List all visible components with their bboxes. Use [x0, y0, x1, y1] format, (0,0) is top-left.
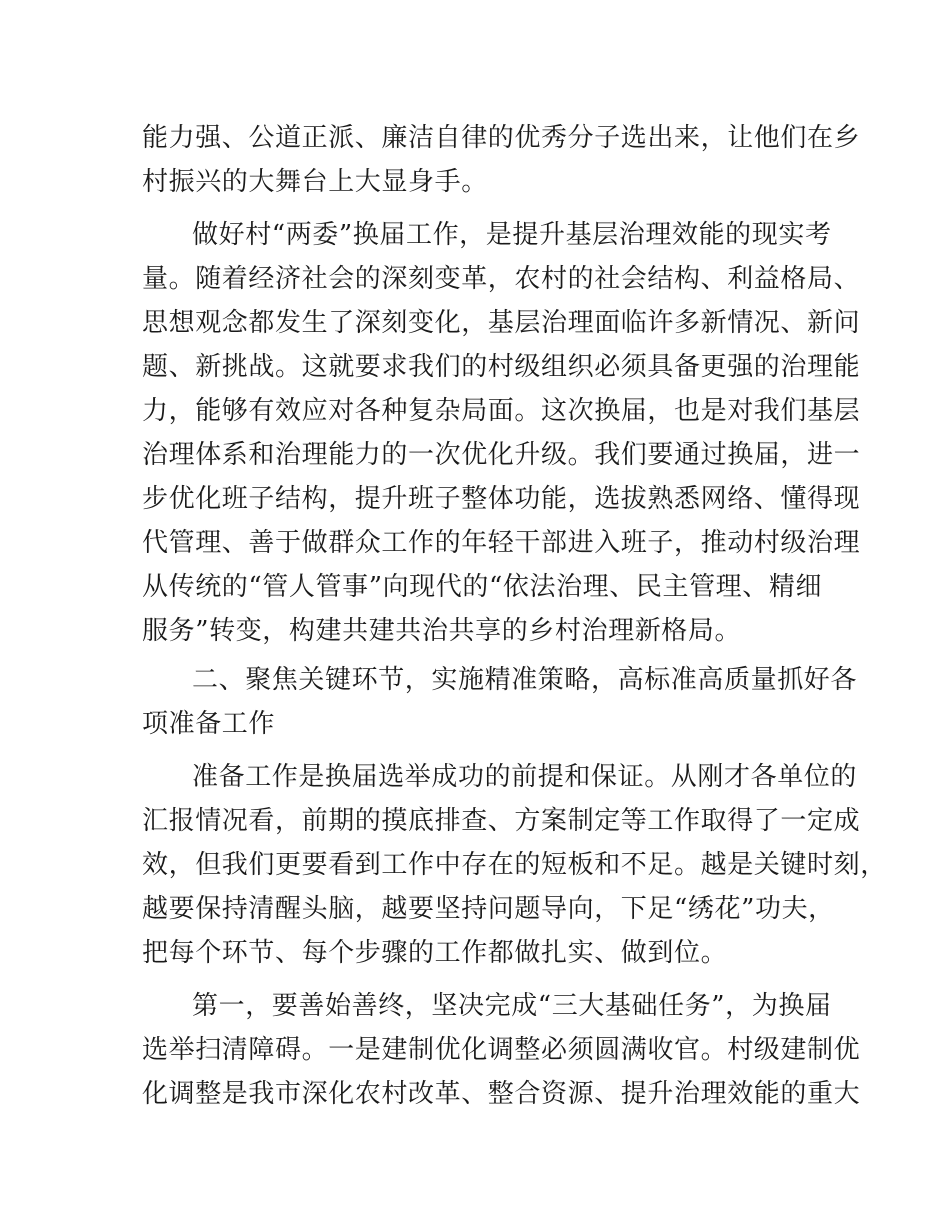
body-text-line: 越要保持清醒头脑，越要坚持问题导向，下足“绣花”功夫，: [142, 894, 835, 924]
body-text-line: 题、新挑战。这就要求我们的村级组织必须具备更强的治理能: [142, 352, 861, 382]
body-text-line: 步优化班子结构，提升班子整体功能，选拔熟悉网络、懂得现: [142, 484, 861, 514]
paragraph-first-line: 做好村“两委”换届工作，是提升基层治理效能的现实考: [192, 220, 832, 250]
body-text-line: 力，能够有效应对各种复杂局面。这次换届，也是对我们基层: [142, 396, 861, 426]
paragraph-first-line: 准备工作是换届选举成功的前提和保证。从刚才各单位的: [192, 762, 858, 792]
body-text-line: 汇报情况看，前期的摸底排查、方案制定等工作取得了一定成: [142, 806, 861, 836]
body-text-line: 治理体系和治理能力的一次优化升级。我们要通过换届，进一: [142, 440, 861, 470]
body-text-line: 从传统的“管人管事”向现代的“依法治理、民主管理、精细: [142, 572, 823, 602]
section-heading: 项准备工作: [142, 709, 276, 739]
body-text-line: 把每个环节、每个步骤的工作都做扎实、做到位。: [142, 938, 728, 968]
body-text-line: 能力强、公道正派、廉洁自律的优秀分子选出来，让他们在乡: [142, 123, 861, 153]
body-text-line: 代管理、善于做群众工作的年轻干部进入班子，推动村级治理: [142, 528, 861, 558]
body-text-line: 效，但我们更要看到工作中存在的短板和不足。越是关键时刻，: [142, 850, 887, 880]
body-text-line: 思想观念都发生了深刻变化，基层治理面临许多新情况、新问: [142, 308, 861, 338]
body-text-line: 村振兴的大舞台上大显身手。: [142, 167, 488, 197]
section-heading: 二、聚焦关键环节，实施精准策略，高标准高质量抓好各: [192, 665, 858, 695]
body-text-line: 服务”转变，构建共建共治共享的乡村治理新格局。: [142, 616, 742, 646]
body-text-line: 化调整是我市深化农村改革、整合资源、提升治理效能的重大: [142, 1079, 861, 1109]
paragraph-first-line: 第一，要善始善终，坚决完成“三大基础任务”，为换届: [192, 991, 832, 1021]
body-text-line: 选举扫清障碍。一是建制优化调整必须圆满收官。村级建制优: [142, 1035, 861, 1065]
body-text-line: 量。随着经济社会的深刻变革，农村的社会结构、利益格局、: [142, 264, 861, 294]
